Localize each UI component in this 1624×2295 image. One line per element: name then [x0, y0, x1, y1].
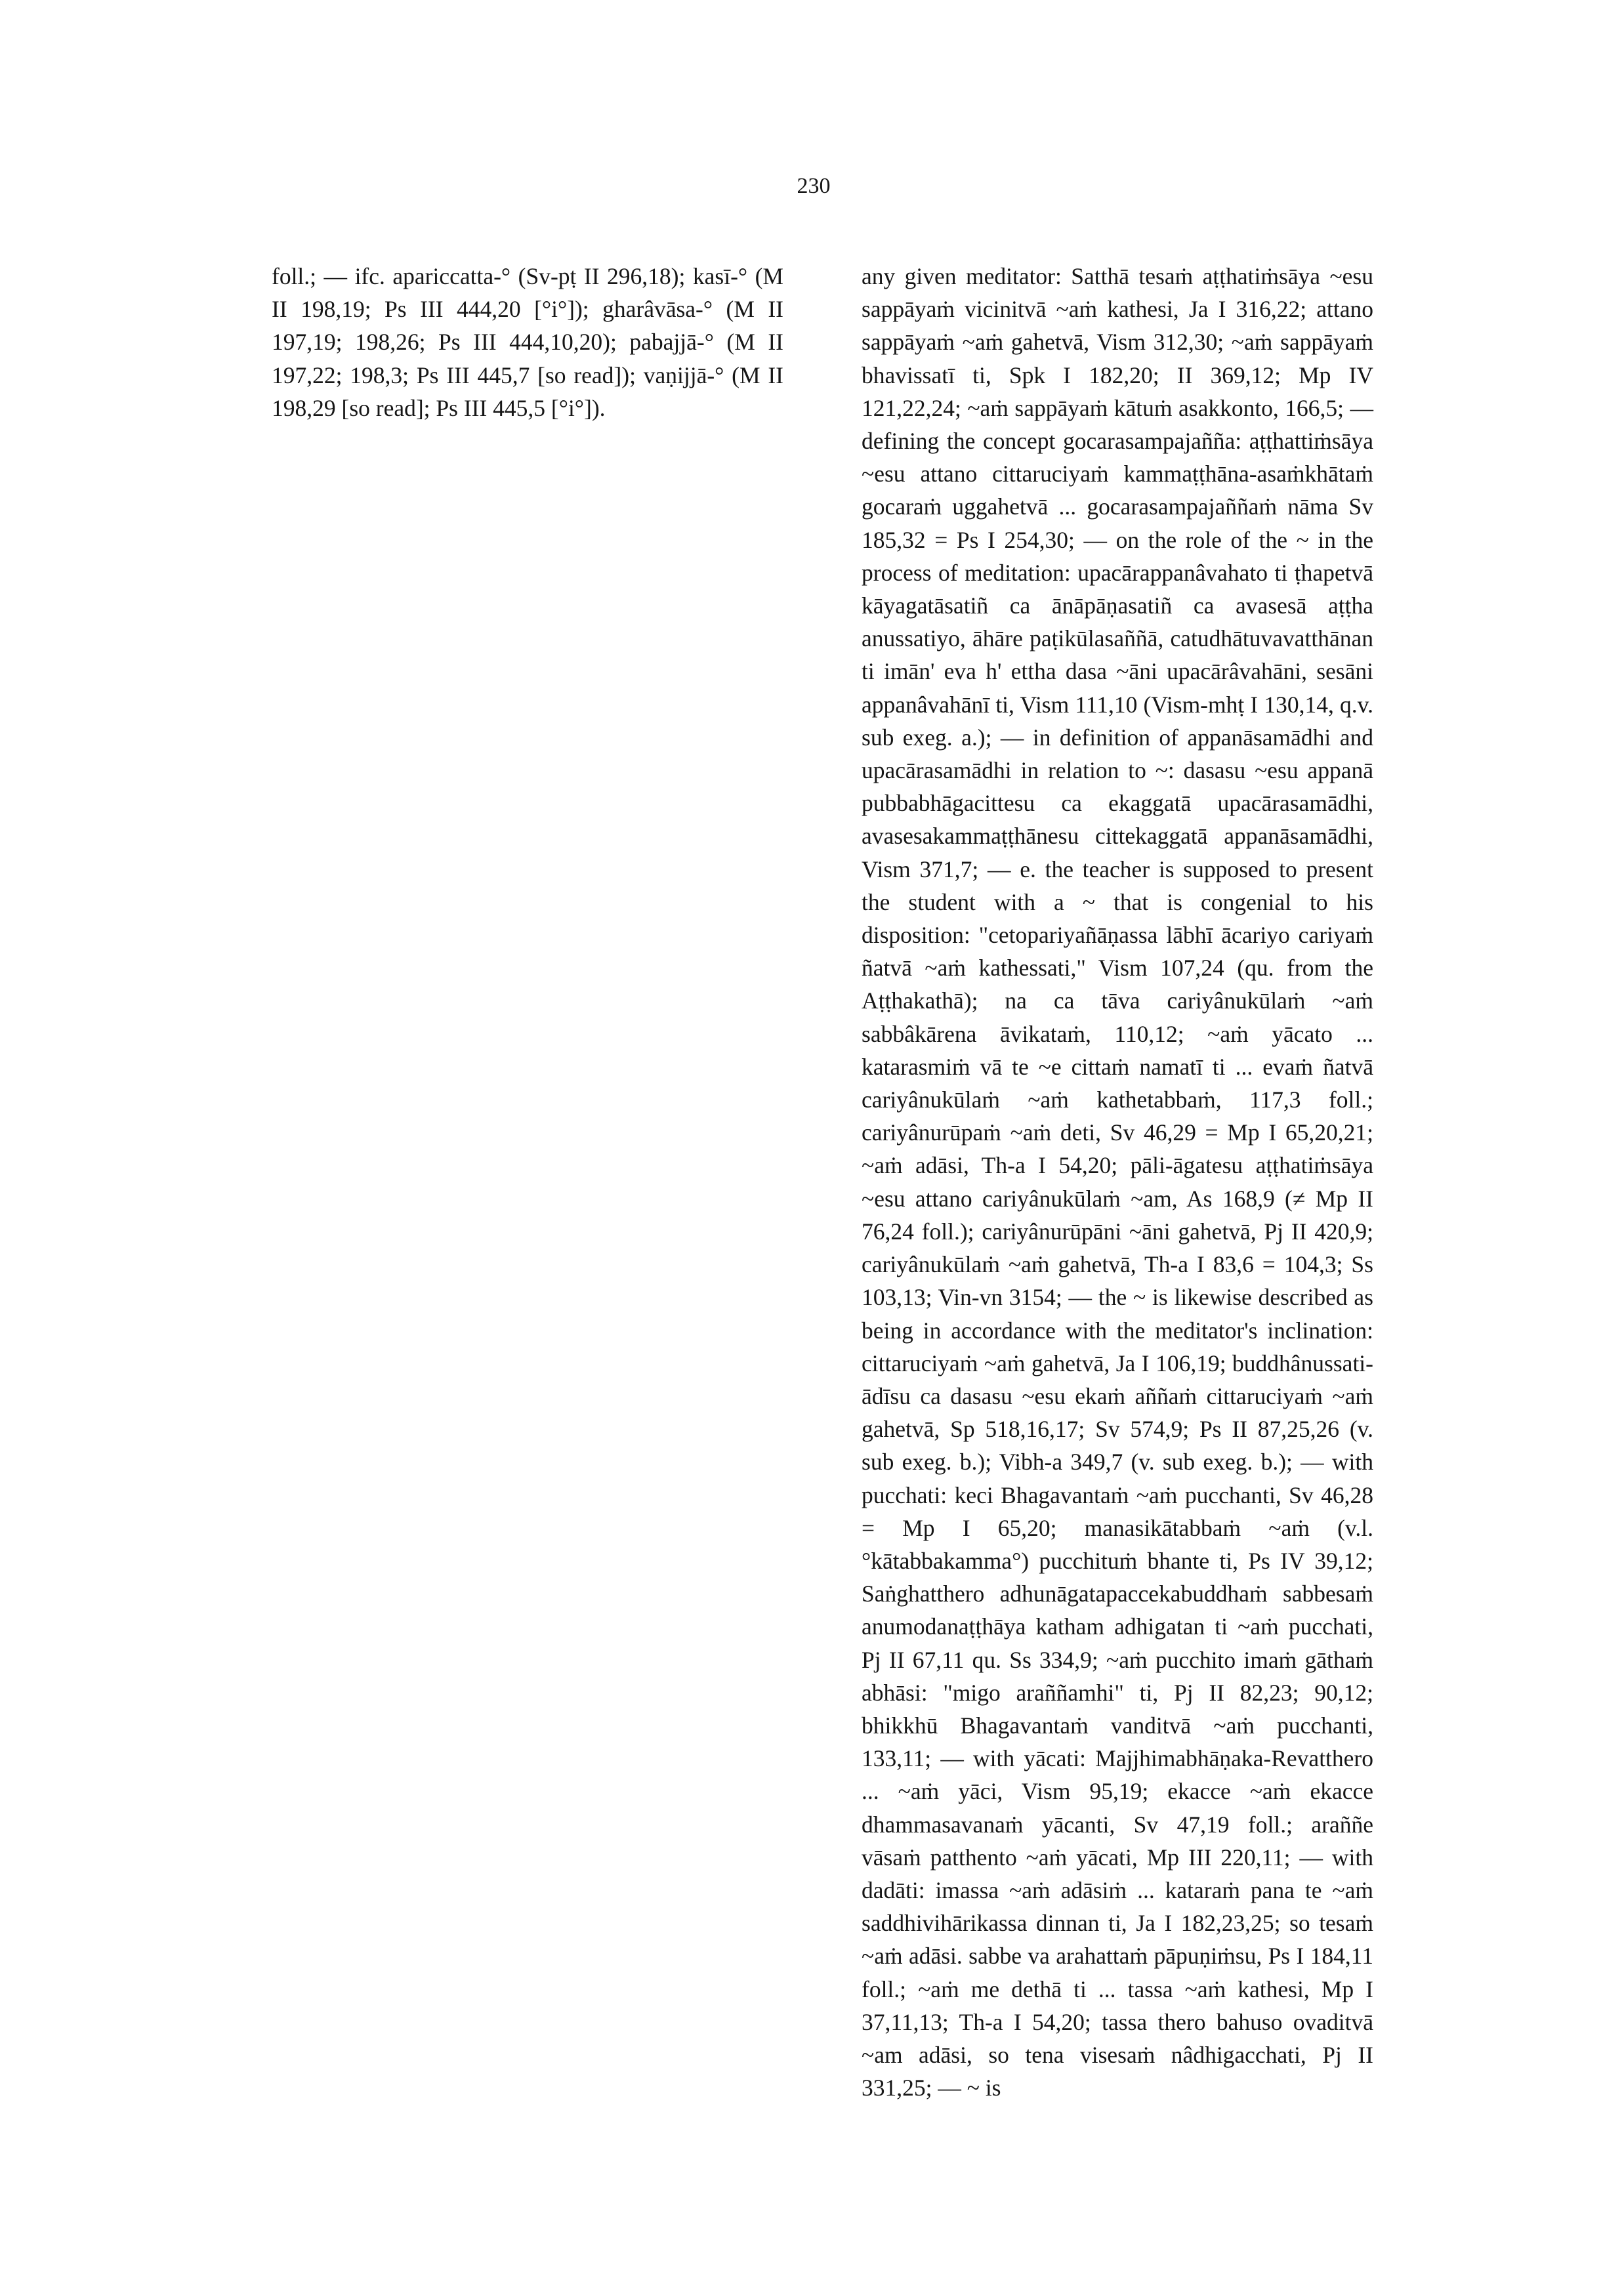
- page-number: 230: [797, 174, 831, 198]
- left-paragraph-1: foll.; — ifc. apariccatta-° (Sv-pṭ II 296,18); kasī-° (M II 198,19; Ps III 444,20 [°i°]); gharâvāsa-° (M II 197,19; 198,26; Ps III 444,10,20); pabajjā-° (M II 197,22; 198,3; Ps III 445,7 [so read]); vaṇijjā-° (M II 198,29 [so read]; Ps III 445,5 [°i°]).: [272, 263, 783, 421]
- right-paragraph-1: any given meditator: Satthā tesaṁ aṭṭhatiṁsāya ~esu sappāyaṁ vicinitvā ~aṁ kathesi, Ja I 316,22; attano sappāyaṁ ~aṁ gahetvā, Vism 312,30; ~aṁ sappāyaṁ bhavissatī ti, Spk I 182,20; II 369,12; Mp IV 121,22,24; ~aṁ sappāyaṁ kātuṁ asakkonto, 166,5; — defining the concept gocarasampajañña: aṭṭhattiṁsāya ~esu attano cittaruciyaṁ kammaṭṭhāna-asaṁkhātaṁ gocaraṁ uggahetvā ... gocarasampajaññaṁ nāma Sv 185,32 = Ps I 254,30; — on the role of the ~ in the process of meditation: upacārappanâvahato ti ṭhapetvā kāyagatāsatiñ ca ānāpāṇasatiñ ca avasesā aṭṭha anussatiyo, āhāre paṭikūlasaññā, catudhātuvavatthānan ti imān' eva h' ettha dasa ~āni upacārâvahāni, sesāni appanâvahānī ti, Vism 111,10 (Vism-mhṭ I 130,14, q.v. sub exeg. a.); — in definition of appanāsamādhi and upacārasamādhi in relation to ~: dasasu ~esu appanā pubbabhāgacittesu ca ekaggatā upacārasamādhi, avasesakammaṭṭhānesu cittekaggatā appanāsamādhi, Vism 371,7; — e. the teacher is supposed to present the student with a ~ that is congenial to his disposition: "cetopariyañāṇassa lābhī ācariyo cariyaṁ ñatvā ~aṁ kathessati," Vism 107,24 (qu. from the Aṭṭhakathā); na ca tāva cariyânukūlaṁ ~aṁ sabbâkārena āvikataṁ, 110,12; ~aṁ yācato ... katarasmiṁ vā te ~e cittaṁ namatī ti ... evaṁ ñatvā cariyânukūlaṁ ~aṁ kathetabbaṁ, 117,3 foll.; cariyânurūpaṁ ~aṁ deti, Sv 46,29 = Mp I 65,20,21; ~aṁ adāsi, Th-a I 54,20; pāli-āgatesu aṭṭhatiṁsāya ~esu attano cariyânukūlaṁ ~am, As 168,9 (≠ Mp II 76,24 foll.); cariyânurūpāni ~āni gahetvā, Pj II 420,9; cariyânukūlaṁ ~aṁ gahetvā, Th-a I 83,6 = 104,3; Ss 103,13; Vin-vn 3154; — the ~ is likewise described as being in accordance with the meditator's inclination: cittaruciyaṁ ~aṁ gahetvā, Ja I 106,19; buddhânussati-ādīsu ca dasasu ~esu ekaṁ aññaṁ cittaruciyaṁ ~aṁ gahetvā, Sp 518,16,17; Sv 574,9; Ps II 87,25,26 (v. sub exeg. b.); Vibh-a 349,7 (v. sub exeg. b.); — with pucchati: keci Bhagavantaṁ ~aṁ pucchanti, Sv 46,28 = Mp I 65,20; manasikātabbaṁ ~aṁ (v.l. °kātabbakamma°) pucchituṁ bhante ti, Ps IV 39,12; Saṅghatthero adhunāgatapaccekabuddhaṁ sabbesaṁ anumodanaṭṭhāya katham adhigatan ti ~aṁ pucchati, Pj II 67,11 qu. Ss 334,9; ~aṁ pucchito imaṁ gāthaṁ abhāsi: "migo araññamhi" ti, Pj II 82,23; 90,12; bhikkhū Bhagavantaṁ vanditvā ~aṁ pucchanti, 133,11; — with yācati: Majjhimabhāṇaka-Revatthero ... ~aṁ yāci, Vism 95,19; ekacce ~aṁ ekacce dhammasavanaṁ yācanti, Sv 47,19 foll.; araññe vāsaṁ patthento ~aṁ yācati, Mp III 220,11; — with dadāti: imassa ~aṁ adāsiṁ ... kataraṁ pana te ~aṁ saddhivihārikassa dinnan ti, Ja I 182,23,25; so tesaṁ ~aṁ adāsi. sabbe va arahattaṁ pāpuṇiṁsu, Ps I 184,11 foll.; ~aṁ me dethā ti ... tassa ~aṁ kathesi, Mp I 37,11,13; Th-a I 54,20; tassa thero bahuso ovaditvā ~am adāsi, so tena visesaṁ nâdhigacchati, Pj II 331,25; — ~ is: [862, 263, 1373, 2101]
- right-column: [862, 260, 1373, 2104]
- left-column: [272, 260, 783, 424]
